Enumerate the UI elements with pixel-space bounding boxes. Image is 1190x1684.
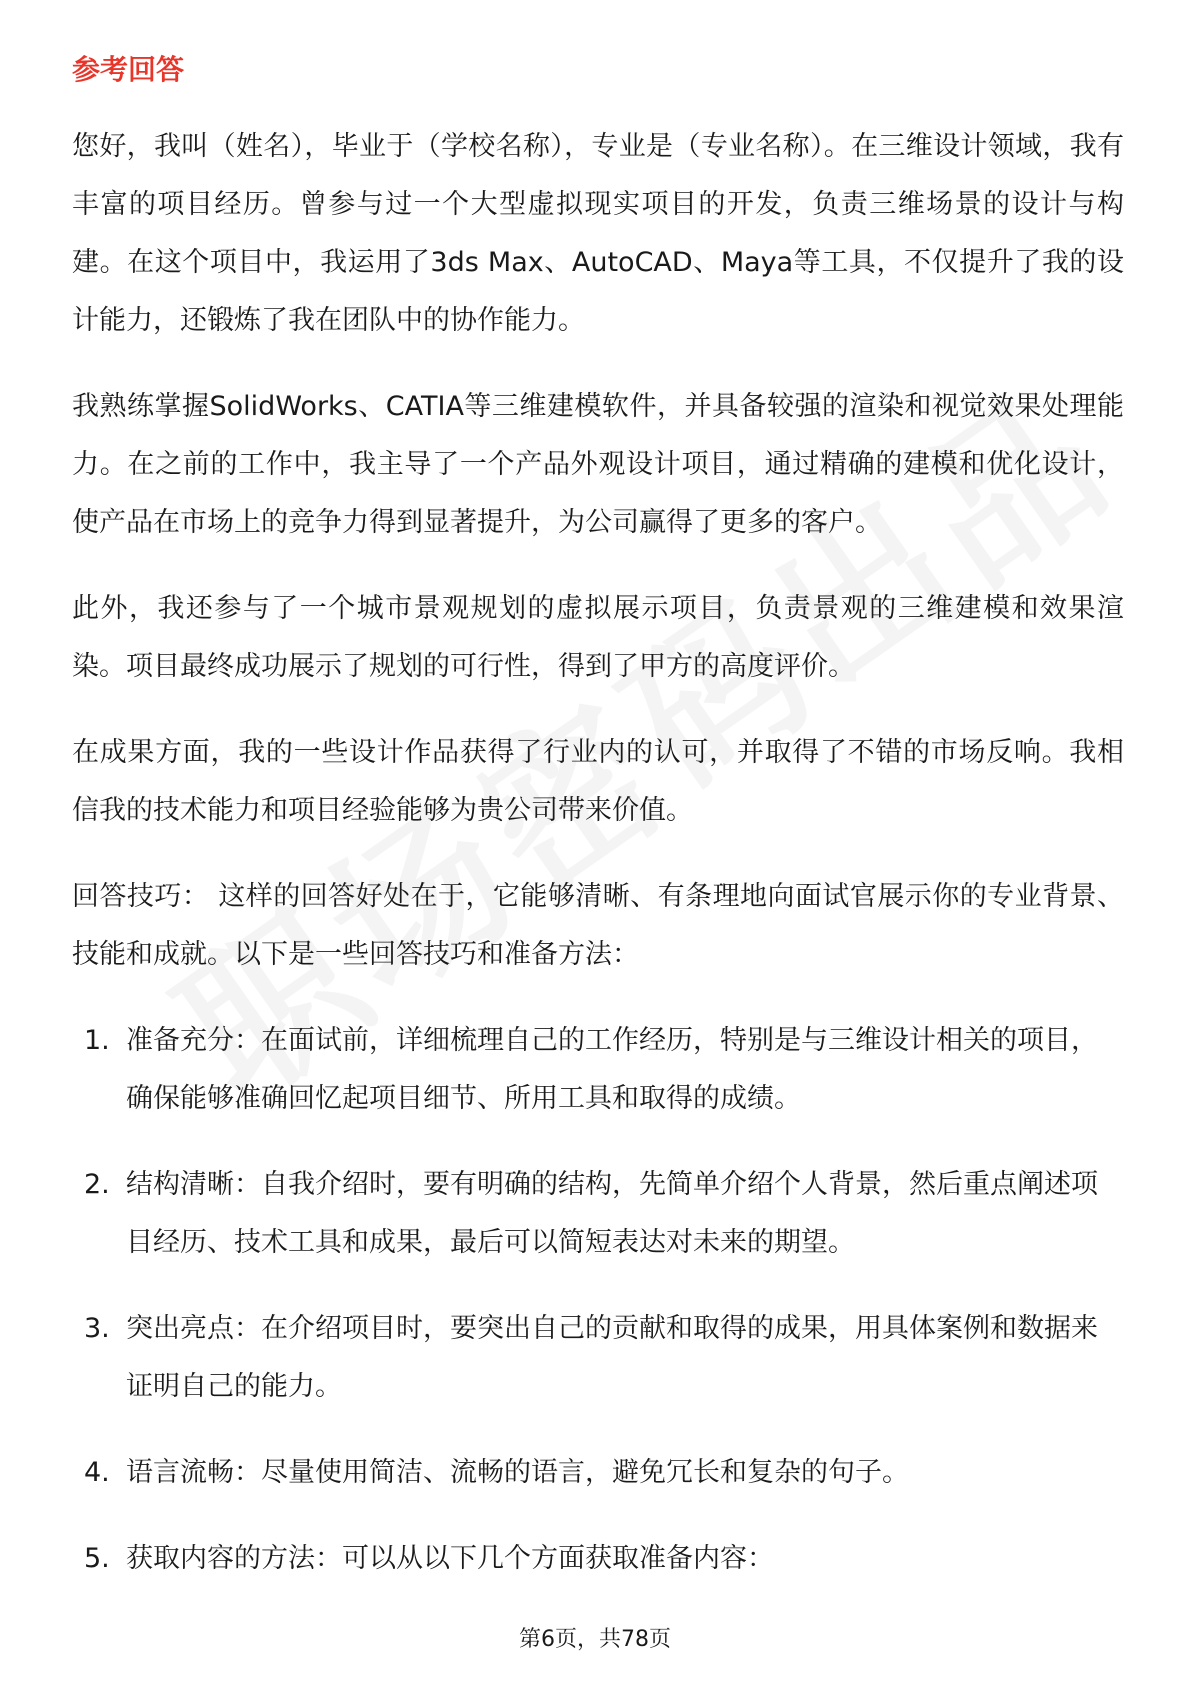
paragraph-intro: 您好，我叫（姓名），毕业于（学校名称），专业是（专业名称）。在三维设计领域，我有丰富的项目经历。曾参与过一个大型虚拟现实项目的开发，负责三维场景的设计与构建。在这个项目中，我运用了3ds Max、AutoCAD、Maya等工具，不仅提升了我的设计能力，还锻炼了我在团队中的协作能力。 (72, 131, 1124, 336)
list-number: 3. (84, 1313, 110, 1344)
list-item (72, 1444, 1124, 1502)
list-text: 准备充分：在面试前，详细梳理自己的工作经历，特别是与三维设计相关的项目，确保能够准确回忆起项目细节、所用工具和取得的成绩。 (126, 1025, 1098, 1114)
paragraph-skills: 我熟练掌握SolidWorks、CATIA等三维建模软件，并具备较强的渲染和视觉效果处理能力。在之前的工作中，我主导了一个产品外观设计项目，通过精确的建模和优化设计，使产品在市场上的竞争力得到显著提升，为公司赢得了更多的客户。 (72, 391, 1124, 538)
list-item (72, 1300, 1124, 1416)
tips-list (72, 1012, 1124, 1588)
list-number: 4. (84, 1457, 110, 1488)
paragraph-achievements: 在成果方面，我的一些设计作品获得了行业内的认可，并取得了不错的市场反响。我相信我的技术能力和项目经验能够为贵公司带来价值。 (72, 737, 1124, 826)
answer-content (72, 118, 1124, 1616)
list-number: 2. (84, 1169, 110, 1200)
page-number: 第6页，共78页 (519, 1627, 671, 1652)
list-item (72, 1156, 1124, 1272)
list-item (72, 1012, 1124, 1128)
paragraph-tips-intro: 回答技巧： 这样的回答好处在于，它能够清晰、有条理地向面试官展示你的专业背景、技能和成就。以下是一些回答技巧和准备方法： (72, 881, 1124, 970)
list-text: 获取内容的方法：可以从以下几个方面获取准备内容： (126, 1543, 774, 1574)
list-number: 5. (84, 1543, 110, 1574)
list-number: 1. (84, 1025, 110, 1056)
section-heading: 参考回答 (72, 53, 185, 86)
list-text: 突出亮点：在介绍项目时，要突出自己的贡献和取得的成果，用具体案例和数据来证明自己的能力。 (126, 1313, 1098, 1402)
list-item (72, 1530, 1124, 1588)
paragraph-project: 此外，我还参与了一个城市景观规划的虚拟展示项目，负责景观的三维建模和效果渲染。项目最终成功展示了规划的可行性，得到了甲方的高度评价。 (72, 593, 1124, 682)
list-text: 语言流畅：尽量使用简洁、流畅的语言，避免冗长和复杂的句子。 (126, 1457, 909, 1488)
list-text: 结构清晰：自我介绍时，要有明确的结构，先简单介绍个人背景，然后重点阐述项目经历、技术工具和成果，最后可以简短表达对未来的期望。 (126, 1169, 1098, 1258)
